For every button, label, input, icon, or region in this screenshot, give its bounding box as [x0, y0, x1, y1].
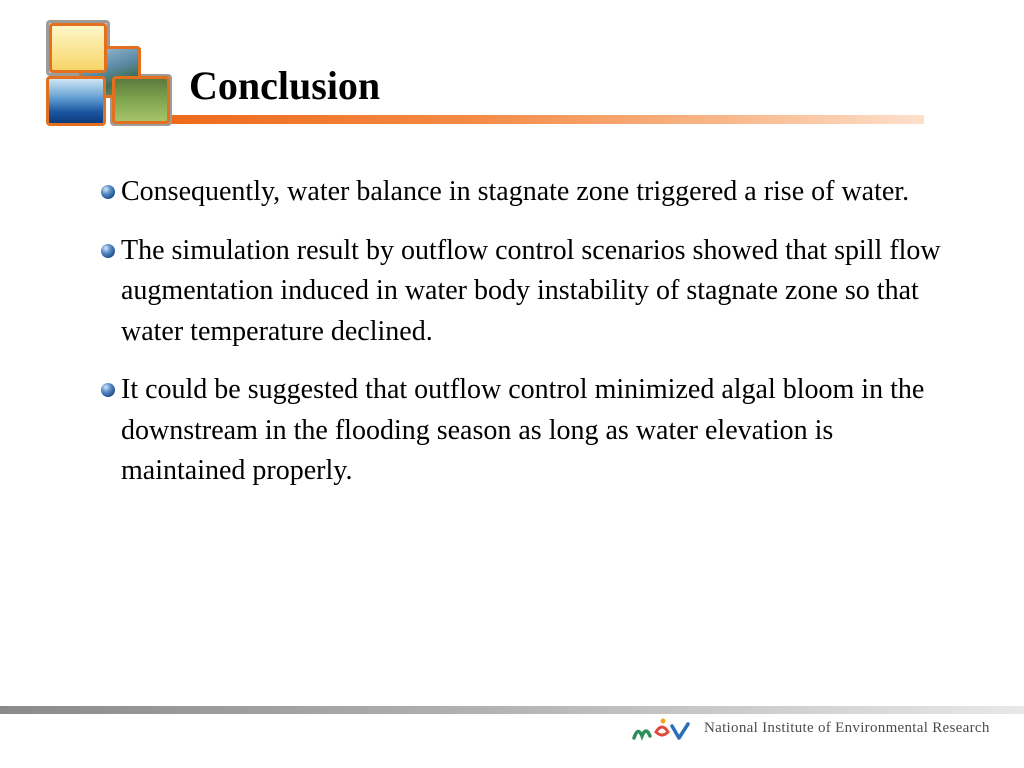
sea-photo — [46, 76, 106, 126]
bullet-icon — [101, 383, 115, 397]
bullet-item — [101, 172, 941, 213]
bullet-text: It could be suggested that outflow control minimized algal bloom in the downstream in the flooding season as long as water elevation is maintained properly. — [121, 374, 925, 486]
bullet-icon — [101, 185, 115, 199]
bullet-list — [101, 172, 941, 510]
footer-divider — [0, 706, 1024, 714]
mev-logo-icon — [632, 714, 694, 744]
forest-photo — [112, 76, 170, 124]
bullet-icon — [101, 244, 115, 258]
bullet-item — [101, 370, 941, 492]
bullet-text: The simulation result by outflow control scenarios showed that spill flow augmentation induced in water body instability of stagnate zone so that water temperature declined. — [121, 234, 941, 347]
title-underline — [168, 115, 924, 124]
bullet-item — [101, 231, 941, 353]
footer-organization: National Institute of Environmental Research — [704, 720, 990, 736]
header-photo-collage — [44, 18, 174, 128]
slide-title: Conclusion — [189, 63, 381, 108]
sky-photo — [49, 23, 107, 73]
bullet-text: Consequently, water balance in stagnate zone triggered a rise of water. — [121, 176, 910, 207]
